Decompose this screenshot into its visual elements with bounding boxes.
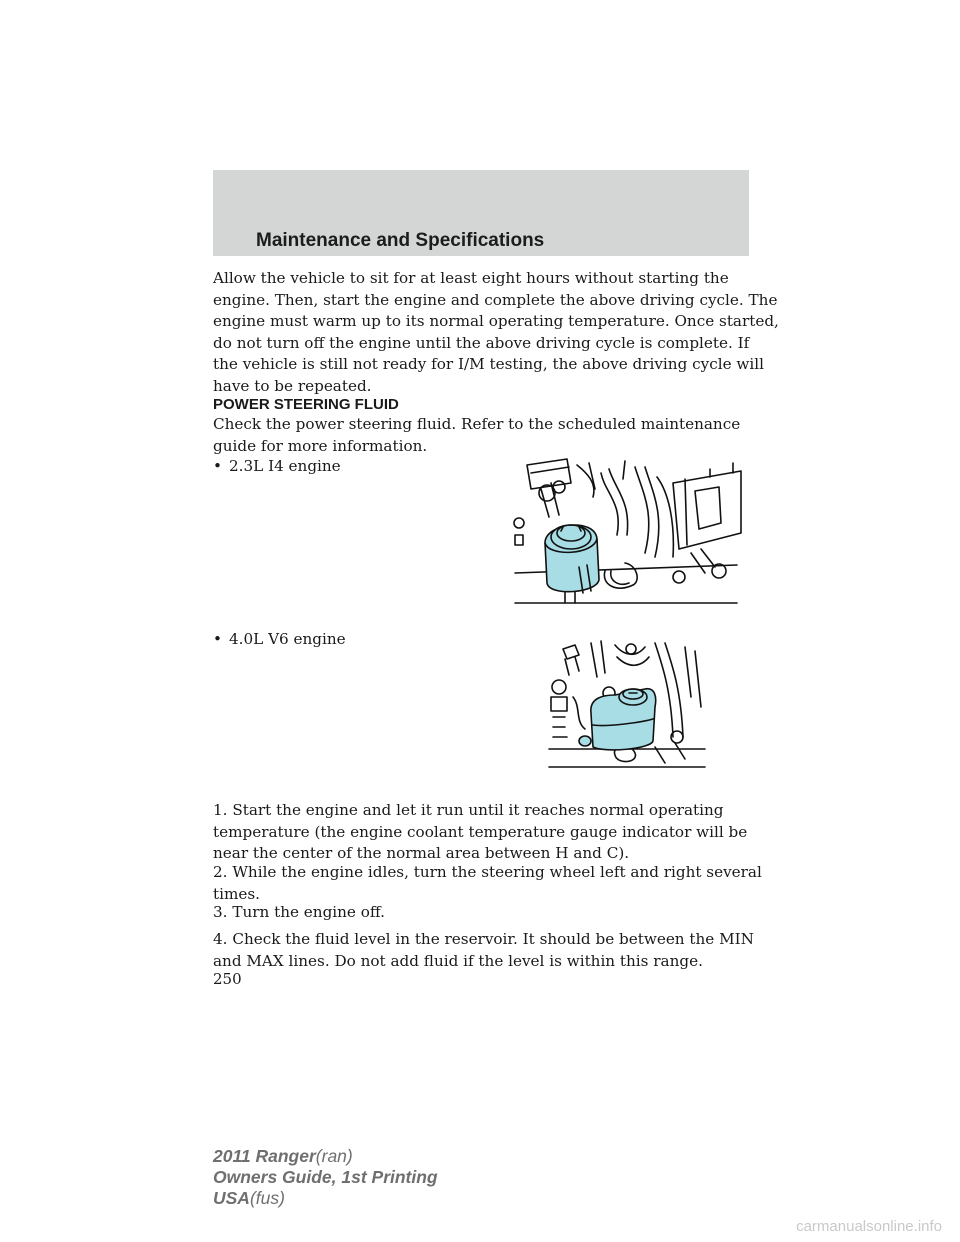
- footer-line-1: [213, 1146, 438, 1167]
- step-line: 4. Check the fluid level in the reservoir. It should be between the MIN: [213, 930, 754, 948]
- step-4-paragraph: [213, 929, 754, 972]
- step-line: 1. Start the engine and let it run until it reaches normal operating: [213, 801, 724, 819]
- intro-line: do not turn off the engine until the above driving cycle is complete. If: [213, 333, 750, 352]
- bullet-glyph: •: [213, 630, 222, 648]
- section-heading: POWER STEERING FLUID: [213, 396, 399, 413]
- watermark-link[interactable]: carmanualsonline.info: [796, 1218, 942, 1235]
- bullet-label: 2.3L I4 engine: [229, 457, 341, 475]
- section-title: Maintenance and Specifications: [256, 230, 545, 251]
- footer-model-code: (ran): [315, 1146, 353, 1166]
- step-line: temperature (the engine coolant temperature gauge indicator will be: [213, 822, 748, 841]
- step-line: 2. While the engine idles, turn the steering wheel left and right several: [213, 863, 762, 881]
- bullet-item-2-3l-engine: [213, 457, 341, 475]
- step-line: near the center of the normal area between H and C).: [213, 844, 630, 863]
- engine-4-0l-illustration: [545, 637, 710, 774]
- check-line: guide for more information.: [213, 436, 428, 455]
- step-line: 3. Turn the engine off.: [213, 903, 385, 921]
- intro-line: engine must warm up to its normal operating temperature. Once started,: [213, 312, 779, 331]
- check-paragraph: [213, 414, 740, 457]
- intro-line: the vehicle is still not ready for I/M testing, the above driving cycle will: [213, 355, 764, 374]
- step-3-paragraph: [213, 902, 385, 924]
- footer-line-2: [213, 1167, 438, 1188]
- page-number: 250: [213, 970, 242, 988]
- section-header-band: [213, 170, 749, 256]
- step-2-paragraph: [213, 862, 762, 905]
- intro-paragraph: [213, 268, 779, 398]
- intro-line: have to be repeated.: [213, 376, 372, 395]
- footer-market: USA: [213, 1188, 250, 1208]
- bullet-glyph: •: [213, 457, 222, 475]
- check-line: Check the power steering fluid. Refer to the scheduled maintenance: [213, 415, 741, 433]
- step-line: and MAX lines. Do not add fluid if the level is within this range.: [213, 951, 703, 970]
- intro-line: Allow the vehicle to sit for at least eight hours without starting the: [213, 269, 729, 287]
- footer-printing: Owners Guide, 1st Printing: [213, 1167, 438, 1187]
- document-footer: [213, 1146, 438, 1209]
- bullet-label: 4.0L V6 engine: [229, 630, 346, 648]
- step-line: times.: [213, 884, 260, 903]
- step-1-paragraph: [213, 800, 747, 865]
- bullet-item-4-0l-engine: [213, 630, 346, 648]
- intro-line: engine. Then, start the engine and complete the above driving cycle. The: [213, 290, 778, 309]
- engine-2-3l-illustration: [505, 453, 745, 611]
- footer-market-code: (fus): [249, 1188, 285, 1208]
- footer-line-3: [213, 1188, 438, 1209]
- footer-model: 2011 Ranger: [213, 1146, 316, 1166]
